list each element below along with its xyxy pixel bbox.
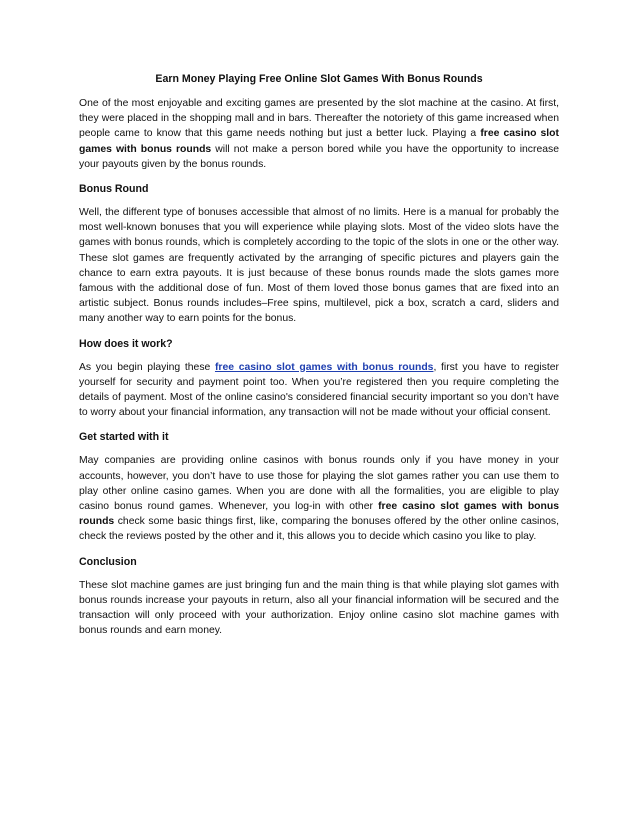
document-title: Earn Money Playing Free Online Slot Games With Bonus Rounds xyxy=(155,73,483,85)
get-started-heading: Get started with it xyxy=(79,431,169,444)
get-started-text-2: check some basic things first, like, comparing the bonuses offered by the other online casinos, check the reviews posted by the other and it, this allows you to decide which casino you like to play. xyxy=(79,516,559,543)
intro-text-2: will not make a person bored while you have the opportunity to increase your payouts given by the bonus rounds. xyxy=(79,143,559,170)
intro-bold-keyword: free casino slot games with bonus rounds xyxy=(79,128,559,155)
document-page xyxy=(79,72,559,648)
bonus-round-heading: Bonus Round xyxy=(79,183,149,196)
get-started-paragraph xyxy=(79,453,559,544)
bonus-round-paragraph: Well, the different type of bonuses accessible that almost of no limits. Here is a manual for probably the most well-known bonuses that you will experience while playing slots. Most of the video slots have the games with bonus rounds, which is completely according to the topic of the slots in one or the other way. These slot games are frequently activated by the arranging of specific pictures and players gain the chance to earn extra payouts. It is just because of these bonus rounds made the slots games more famous with the additional dose of fun. Most of them loved those bonus games that are fixed into an artistic subject. Bonus rounds includes–Free spins, multilevel, pick a box, scratch a card, sliders and many another way to earn points for the bonus. xyxy=(79,207,559,325)
intro-paragraph xyxy=(79,96,559,172)
how-it-works-text-1: As you begin playing these xyxy=(79,361,215,373)
intro-text-1: One of the most enjoyable and exciting games are presented by the slot machine at the casino. At first, they were placed in the shopping mall and in bars. Thereafter the notoriety of this game increased when people came to know that this game needs nothing but just a better luck. Playing a xyxy=(79,98,559,140)
conclusion-heading: Conclusion xyxy=(79,555,137,568)
how-it-works-text-2: , first you have to register yourself for security and payment point too. When you’re registered then you require completing the details of payment. Most of the online casino's considered financial security important so you don’t have to worry about your financial information, any transaction will not be made without your official consent. xyxy=(79,361,559,419)
get-started-text-1: May companies are providing online casinos with bonus rounds only if you have money in your accounts, however, you don’t have to use those for playing the slot games rather you can use them to play other online casino games. When you are done with all the formalities, you are eligible to play casino bonus round games. Whenever, you log-in with other xyxy=(79,455,559,513)
how-it-works-heading: How does it work? xyxy=(79,337,173,350)
get-started-bold-keyword: free casino slot games with bonus rounds xyxy=(79,501,559,528)
slot-games-link[interactable]: free casino slot games with bonus rounds xyxy=(214,361,434,373)
how-it-works-paragraph xyxy=(79,360,559,421)
conclusion-paragraph: These slot machine games are just bringing fun and the main thing is that while playing slot games with bonus rounds increase your payouts in return, also all your financial information will be secured and the transaction will only proceed with your authorization. Enjoy online casino slot machine games with bonus rounds and earn money. xyxy=(79,579,559,637)
